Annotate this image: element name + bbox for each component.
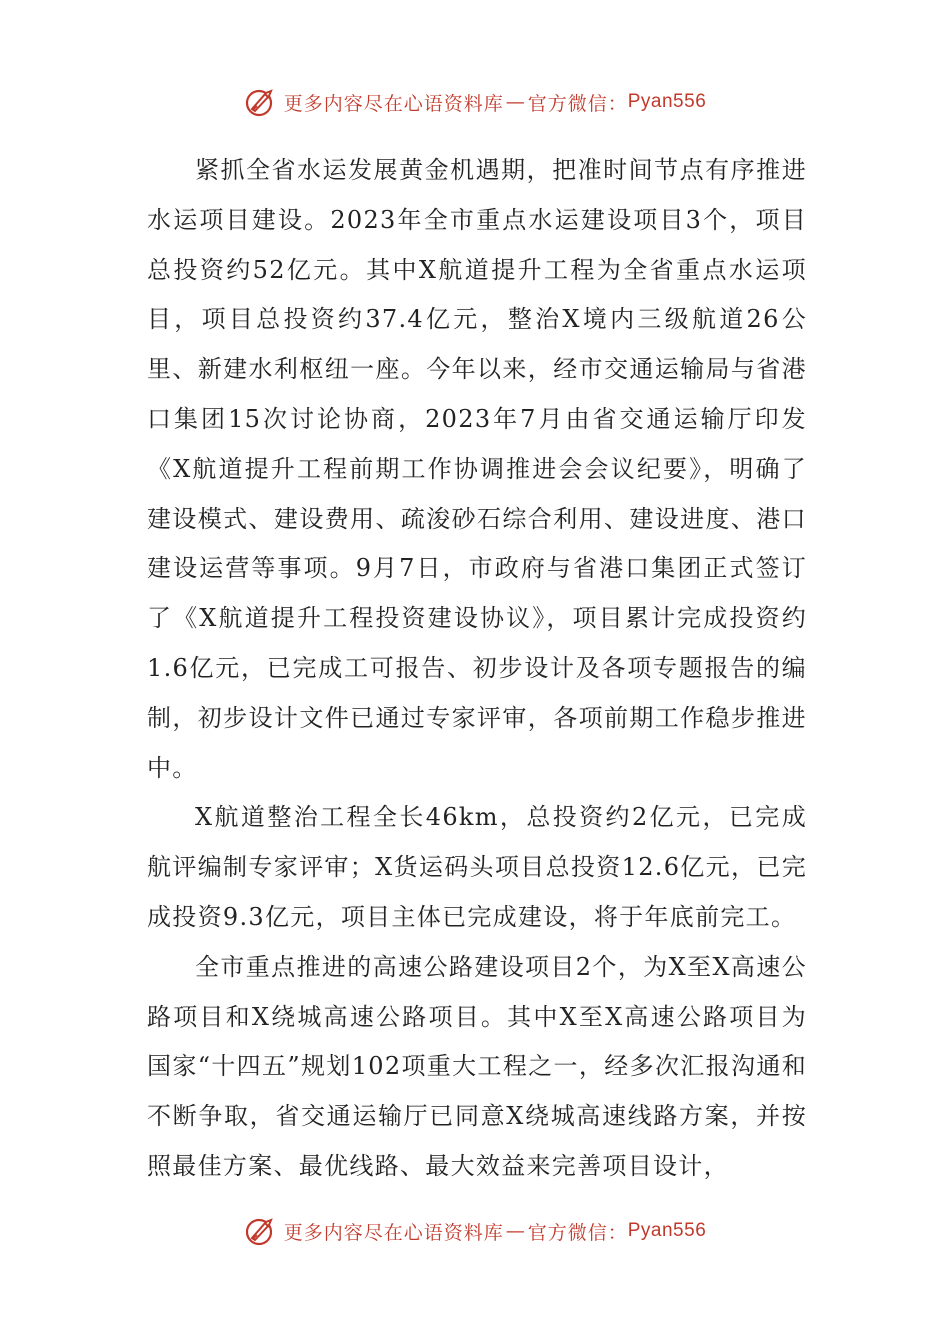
paragraph-1: 紧抓全省水运发展黄金机遇期，把准时间节点有序推进水运项目建设。2023年全市重点水运建设项目3个，项目总投资约52亿元。其中X航道提升工程为全省重点水运项目，项目总投资约37.4亿元，整治X境内三级航道26公里、新建水利枢纽一座。今年以来，经市交通运输局与省港口集团15次讨论协商，2023年7月由省交通运输厅印发《X航道提升工程前期工作协调推进会会议纪要》，明确了建设模式、建设费用、疏浚砂石综合利用、建设进度、港口建设运营等事项。9月7日，市政府与省港口集团正式签订了《X航道提升工程投资建设协议》，项目累计完成投资约1.6亿元，已完成工可报告、初步设计及各项专题报告的编制，初步设计文件已通过专家评审，各项前期工作稳步推进中。 [147, 156, 807, 782]
banner-separator: — [505, 91, 526, 113]
footer-banner [0, 1211, 950, 1251]
banner-main-text: 更多内容尽在心语资料库 [283, 1221, 504, 1244]
banner-main-text: 更多内容尽在心语资料库 [283, 92, 504, 115]
paragraph-3: 全市重点推进的高速公路建设项目2个，为X至X高速公路项目和X绕城高速公路项目。其中X至X高速公路项目为国家“十四五”规划102项重大工程之一，经多次汇报沟通和不断争取，省交通运输厅已同意X绕城高速线路方案，并按照最佳方案、最优线路、最大效益来完善项目设计， [147, 952, 807, 1180]
document-body [147, 146, 807, 1192]
banner-wechat-id: Pyan556 [627, 1220, 707, 1241]
pen-nib-circle-icon [244, 85, 278, 119]
header-banner [0, 82, 950, 122]
banner-wechat-label: 官方微信： [527, 92, 628, 115]
banner-wechat-id: Pyan556 [627, 91, 707, 112]
paragraph-2: X航道整治工程全长46km，总投资约2亿元，已完成航评编制专家评审；X货运码头项目总投资12.6亿元，已完成投资9.3亿元，项目主体已完成建设，将于年底前完工。 [147, 803, 807, 931]
banner-wechat-label: 官方微信： [527, 1221, 628, 1244]
pen-nib-circle-icon [244, 1214, 278, 1248]
banner-separator: — [505, 1220, 526, 1242]
